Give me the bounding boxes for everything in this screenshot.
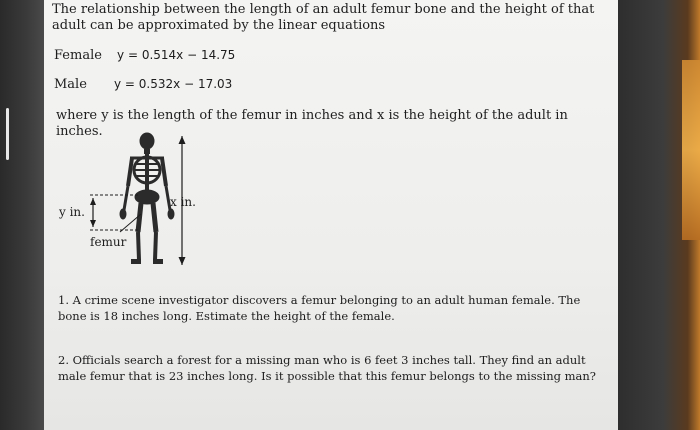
variable-definition: where y is the length of the femur in inches and x is the height of the adult in inches. <box>56 108 568 140</box>
question-1: 1. A crime scene investigator discovers a femur belonging to an adult human female. The bone is 18 inches long. Estimate the height of the female. <box>58 293 581 324</box>
skeleton-icon <box>120 133 174 264</box>
equation-male-label: Male <box>54 77 87 92</box>
ambient-glow <box>682 60 700 240</box>
equation-male-formula: y = 0.532x − 17.03 <box>114 77 233 91</box>
bezel-highlight <box>6 108 9 160</box>
intro-text: The relationship between the length of an adult femur bone and the height of that adult can be approximated by the linear equations <box>52 2 595 34</box>
femur-guide-lines <box>90 195 140 230</box>
worksheet-page <box>44 0 618 430</box>
femur-label: femur <box>90 235 127 249</box>
left-bezel <box>0 0 44 430</box>
x-label: x in. <box>170 195 196 209</box>
equation-female-formula: y = 0.514x − 14.75 <box>117 48 236 62</box>
equation-female-label: Female <box>54 48 102 63</box>
question-2: 2. Officials search a forest for a missing man who is 6 feet 3 inches tall. They find an adult male femur that is 23 inches long. Is it possible that this femur belongs to the missing man? <box>58 353 596 384</box>
femur-arrow-icon <box>90 198 96 227</box>
right-bezel <box>618 0 700 430</box>
y-label: y in. <box>59 205 85 219</box>
